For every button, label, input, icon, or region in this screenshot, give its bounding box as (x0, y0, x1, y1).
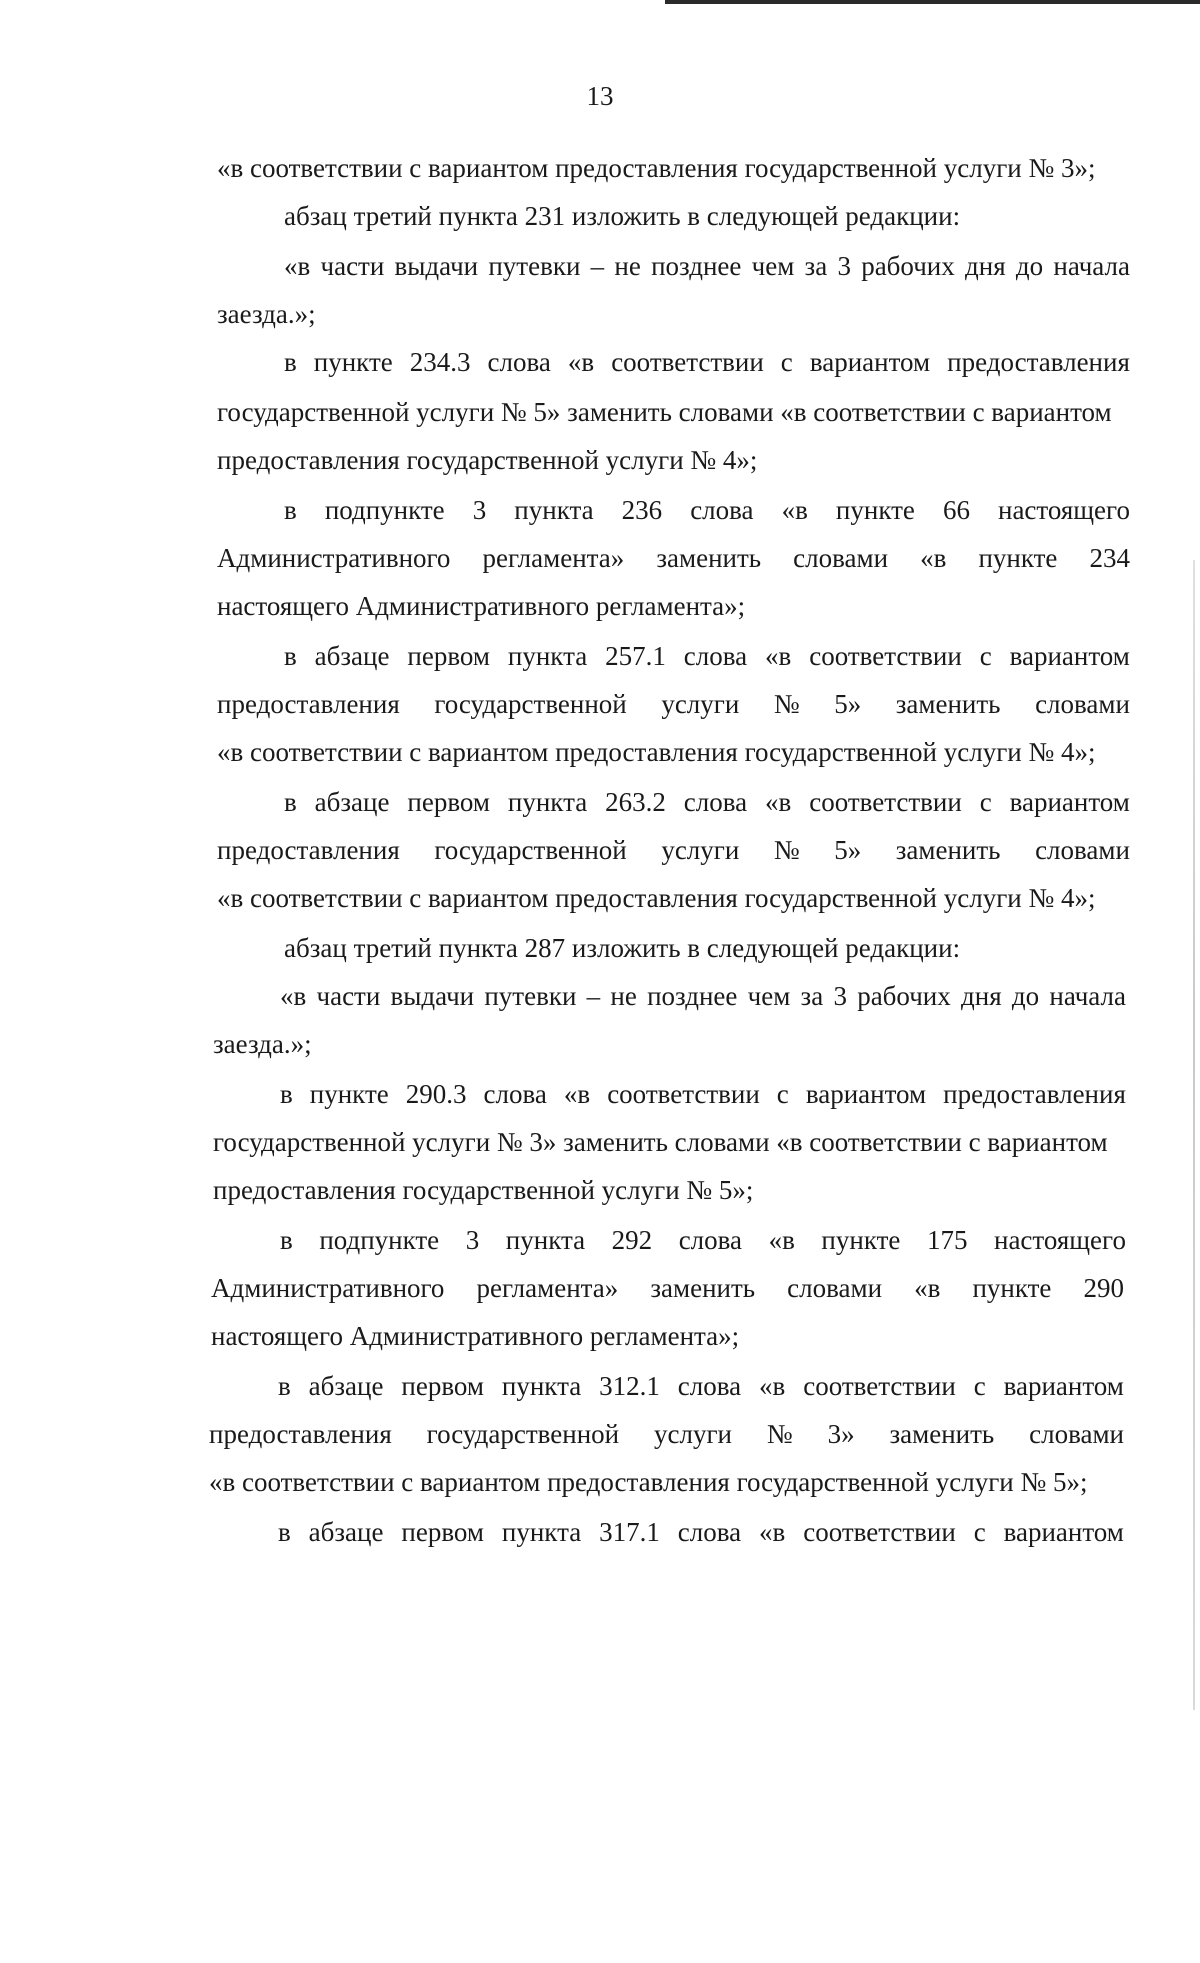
word: первом (401, 1517, 484, 1547)
word: до (1015, 251, 1044, 281)
word: слова (690, 495, 754, 525)
word: 3 (837, 251, 851, 281)
word: соответствии (809, 641, 962, 671)
word: «в (563, 1079, 591, 1109)
word: не (610, 981, 637, 1011)
word: с (973, 1517, 986, 1547)
word: с (979, 787, 992, 817)
text-line: настоящего Административного регламента»; (217, 591, 746, 621)
word: 290 (1083, 1273, 1124, 1303)
word: выдачи (394, 251, 479, 281)
word: заменить (656, 543, 762, 573)
word: 3 (465, 1225, 480, 1255)
word: пункте (972, 1273, 1052, 1303)
word: «в (765, 641, 792, 671)
word: № (773, 689, 800, 719)
word: за (800, 981, 824, 1011)
word: словами (1029, 1419, 1124, 1449)
text-line: заезда.»; (213, 1029, 312, 1059)
word: – (586, 981, 601, 1011)
word: вариантом (1009, 787, 1130, 817)
word: абзаце (314, 787, 390, 817)
word: «в (280, 981, 307, 1011)
text-line: «в соответствии с вариантом предоставления государственной услуги № 3»; (217, 153, 1096, 183)
word: государственной (426, 1419, 620, 1449)
word: за (804, 251, 828, 281)
text-line: абзац третий пункта 287 изложить в следующей редакции: (284, 933, 961, 963)
word: 263.2 (605, 787, 666, 817)
word: вариантом (1009, 641, 1130, 671)
word: 317.1 (599, 1517, 660, 1547)
word: чем (747, 981, 791, 1011)
word: пункте (978, 543, 1058, 573)
word: 5» (834, 835, 862, 865)
word: соответствии (803, 1371, 956, 1401)
text-line: предоставления государственной услуги № 4»; (217, 445, 758, 475)
text-line (284, 250, 1130, 282)
word: услуги (654, 1419, 732, 1449)
word: «в (914, 1273, 941, 1303)
word: выдачи (390, 981, 475, 1011)
word: соответствии (809, 787, 962, 817)
word: первом (407, 787, 490, 817)
word: с (973, 1371, 986, 1401)
text-line (284, 494, 1130, 526)
word: вариантом (809, 347, 931, 377)
word: пункта (507, 641, 588, 671)
word: начала (1053, 251, 1130, 281)
word: слова (677, 1517, 742, 1547)
word: «в (284, 251, 311, 281)
word: пункта (505, 1225, 586, 1255)
word: с (780, 347, 793, 377)
word: услуги (661, 689, 740, 719)
word: пункта (514, 495, 594, 525)
word: 290.3 (405, 1079, 467, 1109)
text-line: «в соответствии с вариантом предоставления государственной услуги № 4»; (217, 737, 1096, 767)
word: слова (683, 787, 748, 817)
word: государственной (434, 835, 627, 865)
word: регламента» (476, 1273, 619, 1303)
word: в (284, 787, 297, 817)
text-line (284, 786, 1130, 818)
word: первом (407, 641, 490, 671)
word: 3» (827, 1419, 855, 1449)
word: 3 (833, 981, 847, 1011)
text-line (217, 834, 1130, 866)
text-line (280, 1078, 1126, 1110)
word: соответствии (607, 1079, 760, 1109)
word: слова (487, 347, 551, 377)
word: слова (683, 641, 748, 671)
word: настоящего (998, 495, 1130, 525)
word: позднее (651, 251, 742, 281)
text-line: предоставления государственной услуги № 5»; (213, 1175, 754, 1205)
word: «в (781, 495, 808, 525)
word: предоставления (947, 347, 1130, 377)
word: подпункте (324, 495, 445, 525)
word: 175 (926, 1225, 968, 1255)
word: регламента» (482, 543, 625, 573)
word: «в (768, 1225, 795, 1255)
word: позднее (647, 981, 738, 1011)
word: первом (401, 1371, 484, 1401)
word: в (284, 347, 297, 377)
word: 236 (621, 495, 663, 525)
word: слова (678, 1225, 743, 1255)
word: № (766, 1419, 793, 1449)
text-line (217, 688, 1130, 720)
word: «в (567, 347, 595, 377)
word: абзаце (308, 1371, 384, 1401)
word: абзаце (308, 1517, 384, 1547)
text-line (209, 1418, 1124, 1450)
word: соответствии (803, 1517, 956, 1547)
word: слова (677, 1371, 742, 1401)
word: Административного (211, 1273, 445, 1303)
word: пункта (501, 1517, 582, 1547)
word: заменить (895, 835, 1001, 865)
word: чем (751, 251, 795, 281)
text-line (278, 1516, 1124, 1548)
word: предоставления (943, 1079, 1126, 1109)
word: путевки (488, 251, 581, 281)
word: «в (759, 1517, 786, 1547)
word: рабочих (857, 981, 951, 1011)
word: пункте (835, 495, 915, 525)
word: 3 (472, 495, 487, 525)
word: «в (920, 543, 947, 573)
word: начала (1049, 981, 1126, 1011)
text-line: заезда.»; (217, 299, 316, 329)
text-line (217, 542, 1130, 574)
word: путевки (484, 981, 577, 1011)
text-line: «в соответствии с вариантом предоставления государственной услуги № 5»; (209, 1467, 1088, 1497)
word: предоставления (217, 689, 400, 719)
word: дня (965, 251, 1006, 281)
page-number: 13 (586, 81, 614, 111)
word: дня (961, 981, 1002, 1011)
word: заменить (895, 689, 1001, 719)
text-line: настоящего Административного регламента»; (211, 1321, 740, 1351)
word: в (284, 641, 297, 671)
word: абзаце (314, 641, 390, 671)
text-line (284, 346, 1130, 378)
word: части (316, 981, 381, 1011)
word: заменить (650, 1273, 756, 1303)
text-line: «в соответствии с вариантом предоставления государственной услуги № 4»; (217, 883, 1096, 913)
word: до (1011, 981, 1040, 1011)
word: в (280, 1079, 293, 1109)
top-edge-rule (665, 0, 1200, 4)
word: пункта (501, 1371, 582, 1401)
word: вариантом (1003, 1371, 1124, 1401)
text-line: абзац третий пункта 231 изложить в следующей редакции: (284, 201, 961, 231)
word: настоящего (994, 1225, 1126, 1255)
word: вариантом (805, 1079, 927, 1109)
word: части (320, 251, 385, 281)
word: с (979, 641, 992, 671)
word: слова (483, 1079, 547, 1109)
word: предоставления (209, 1419, 392, 1449)
word: № (773, 835, 800, 865)
word: пункта (507, 787, 588, 817)
word: государственной (434, 689, 627, 719)
word: предоставления (217, 835, 400, 865)
word: словами (1035, 689, 1130, 719)
word: 66 (942, 495, 970, 525)
text-line (280, 1224, 1126, 1256)
word: пункте (313, 347, 393, 377)
text-line (284, 640, 1130, 672)
word: не (614, 251, 641, 281)
text-line (278, 1370, 1124, 1402)
scan-edge-shadow (1193, 560, 1195, 1710)
word: с (776, 1079, 789, 1109)
word: словами (1035, 835, 1130, 865)
text-line: государственной услуги № 3» заменить словами «в соответствии с вариантом (213, 1127, 1108, 1157)
word: рабочих (861, 251, 955, 281)
word: в (278, 1371, 291, 1401)
text-line: государственной услуги № 5» заменить словами «в соответствии с вариантом (217, 397, 1112, 427)
word: 5» (834, 689, 862, 719)
word: словами (787, 1273, 883, 1303)
word: «в (765, 787, 792, 817)
word: вариантом (1003, 1517, 1124, 1547)
word: в (280, 1225, 293, 1255)
text-line (211, 1272, 1124, 1304)
word: Административного (217, 543, 451, 573)
word: 234 (1089, 543, 1130, 573)
word: 257.1 (605, 641, 666, 671)
word: пункте (821, 1225, 901, 1255)
word: подпункте (319, 1225, 440, 1255)
word: 234.3 (409, 347, 471, 377)
word: «в (759, 1371, 786, 1401)
word: заменить (889, 1419, 995, 1449)
word: в (278, 1517, 291, 1547)
text-line (280, 980, 1126, 1012)
word: соответствии (611, 347, 764, 377)
word: – (590, 251, 605, 281)
word: услуги (661, 835, 740, 865)
word: словами (793, 543, 889, 573)
word: в (284, 495, 297, 525)
word: пункте (309, 1079, 389, 1109)
word: 292 (611, 1225, 653, 1255)
word: 312.1 (599, 1371, 660, 1401)
